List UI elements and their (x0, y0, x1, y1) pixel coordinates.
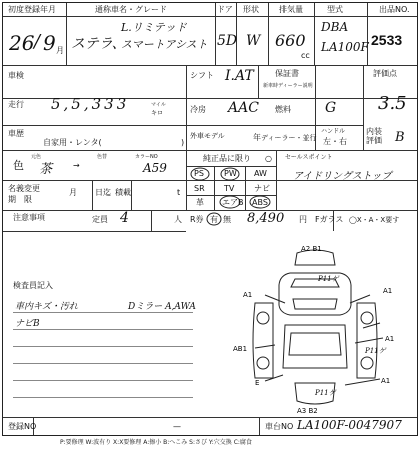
recycle-no: 無 (223, 215, 231, 224)
name-change-day: 日迄 (95, 188, 111, 197)
equip-leather: 革 (196, 198, 204, 207)
load-label: 積載 (115, 188, 131, 197)
diagram-label-right-door: P11ゲ (365, 347, 386, 355)
fuel-label: 燃料 (275, 105, 291, 114)
listing-no-label: 出品NO. (379, 5, 410, 14)
color-value: 茶 (39, 162, 53, 177)
interior-value: B (395, 130, 405, 145)
notes-label: 注意事項 (13, 213, 45, 222)
equip-airbag: エアB (222, 198, 244, 207)
inspector-note-1: 車内キズ・汚れ (15, 302, 78, 312)
first-reg-label: 初度登録年月 (8, 5, 56, 14)
shape-value: W (246, 33, 261, 49)
mileage-unit-mile: マイル (151, 102, 166, 108)
inspection-label: 車検 (8, 71, 24, 80)
shape-label: 形状 (243, 5, 259, 14)
car-name-label: 通称車名・グレード (95, 5, 167, 14)
model-value: DBA LA100F (321, 20, 369, 54)
reg-no-dash: — (173, 422, 181, 431)
color-no-label: カラーNO (135, 154, 158, 160)
recycle-yes-circle (206, 212, 222, 226)
fglass-value: ◯X・A・X要す (349, 216, 400, 224)
ac-label: 冷房 (190, 105, 206, 114)
equip-pw: PW (224, 169, 237, 178)
shift-label: シフト (190, 71, 214, 80)
equip-label: 純正品に限り (203, 154, 251, 163)
warranty-label: 保証書 (275, 69, 299, 78)
displacement-label: 排気量 (279, 5, 303, 14)
fglass-label: Fガラス (315, 215, 344, 224)
score-label: 評価点 (373, 69, 397, 78)
history-label: 車歴 (8, 129, 24, 138)
displacement-value: 660 (275, 31, 306, 50)
door-label: ドア (217, 5, 233, 14)
inspector-note-2: ナビB (15, 319, 40, 329)
ext-model-year: 年 (253, 133, 261, 142)
equip-aw: AW (254, 169, 267, 178)
color-new-label: 色替 (97, 154, 108, 160)
name-change-month: 月 (69, 188, 77, 197)
handle-label: ハンドル (321, 128, 346, 135)
diagram-label-rear-a1: A1 (381, 377, 391, 385)
score-value: 3.5 (378, 93, 407, 114)
ac-value: AAC (228, 100, 259, 116)
first-reg-slash: / (34, 31, 41, 52)
color-arrow: → (73, 161, 80, 170)
equip-tv: TV (224, 184, 235, 193)
diagram-label-right-a1: A1 (383, 287, 393, 295)
color-no-value: A59 (143, 161, 167, 175)
cc-unit: cc (301, 51, 310, 60)
ext-model-label: 外車モデル (190, 132, 225, 140)
load-unit: t (177, 188, 181, 197)
equip-abs: ABS (252, 198, 268, 207)
chassis-label: 車台NO (265, 422, 294, 431)
diagram-label-rear: P11ゲ (315, 389, 336, 397)
car-name-value: ステラ、 (71, 36, 126, 52)
history-value: 自家用・レンタ( (43, 138, 102, 147)
equip-navi: ナビ (254, 184, 270, 193)
color-orig-label: 元色 (31, 154, 42, 160)
mileage-unit-km: キロ (151, 110, 164, 117)
interior-label: 内装 評価 (366, 127, 382, 145)
mileage-value: 5,5,333 (51, 95, 130, 113)
history-close: ) (181, 138, 185, 147)
damage-legend: P:要修理 W:波有り X:X要修理 A:擦小 B:へこみ S:さび Y:穴交換 C:腐食 (60, 439, 252, 446)
capacity-unit: 人 (174, 215, 182, 224)
handle-value: 左・右 (323, 137, 347, 146)
selling-points-label: セールスポイント (285, 154, 333, 161)
diagram-label-right-a1-low: A1 (385, 335, 395, 343)
equip-circle: ○ (265, 154, 272, 163)
door-value: 5D (217, 33, 238, 49)
chassis-value: LA100F-0047907 (297, 418, 402, 432)
diagram-label-bottom: A3 B2 (297, 407, 318, 415)
diagram-label-e: E (255, 379, 260, 387)
capacity-value: 4 (120, 210, 129, 226)
diagram-label-roof: P11ゲ (318, 275, 339, 283)
recycle-value: 8,490 (247, 211, 285, 226)
name-change-label: 名義変更 期 限 (8, 184, 40, 204)
model-label: 型式 (327, 5, 343, 14)
reg-no-label: 登録NO (8, 422, 37, 431)
recycle-label: R券 (190, 215, 204, 224)
first-reg-month: 9 (43, 31, 56, 55)
shift-value: I.AT (225, 68, 254, 84)
grade-value: L.リミテッド スマートアシスト (121, 21, 208, 51)
diagram-label-ab1: AB1 (233, 345, 248, 353)
mileage-label: 走行 (8, 100, 24, 109)
fuel-value: G (325, 100, 337, 116)
equip-sr: SR (194, 184, 205, 193)
month-unit: 月 (56, 46, 64, 55)
recycle-yes: 有 (210, 215, 218, 224)
equip-ps: PS (194, 169, 204, 178)
first-reg-year: 26 (9, 31, 35, 55)
inspector-label: 検査員記入 (13, 281, 53, 290)
recycle-unit: 円 (299, 215, 307, 224)
inspector-note-1b: Dミラー A,AWA (128, 302, 196, 312)
warranty-sub: 新車時ディーラー説明 (263, 83, 313, 89)
dealer-label: ディーラー・並行 (261, 134, 317, 142)
listing-no-value: 2533 (371, 32, 403, 48)
color-label: 色 (13, 159, 24, 172)
diagram-label-top: A2 B1 (301, 245, 322, 253)
selling-points-value: アイドリングストップ (293, 171, 392, 182)
equip-circles (186, 150, 276, 210)
car-damage-diagram (215, 243, 415, 415)
diagram-label-left-a1: A1 (243, 291, 253, 299)
capacity-label: 定員 (92, 215, 108, 224)
